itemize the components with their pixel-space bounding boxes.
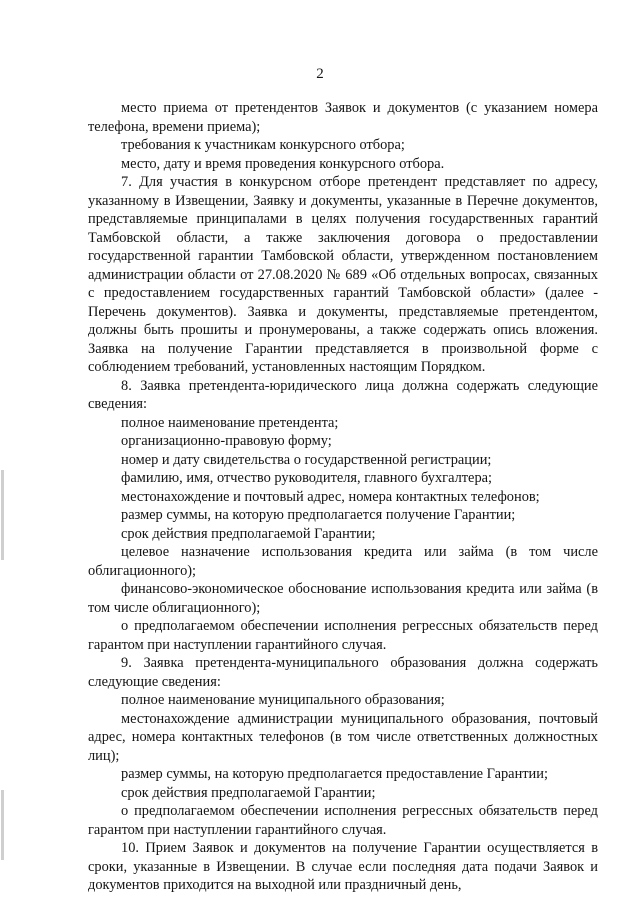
paragraph-requirements: требования к участникам конкурсного отбора; [121,137,405,153]
list-item: срок действия предполагаемой Гарантии; [121,525,376,542]
list-item: о предполагаемом обеспечении исполнения регрессных обязательств перед гарантом при наступлении гарантийного случая. [88,803,598,838]
paragraph-clause-7: 7. Для участия в конкурсном отборе претендент представляет по адресу, указанному в Извещении, Заявку и документы, указанные в Перечне документов, представляемые принципалами в целях получения государственных гарантий Тамбовской области, а также заключения договора о предоставлении государственной гарантии Тамбовской области, утвержденном постановлением администрации области от 27.08.2020 № 689 «Об отдельных вопросах, связанных с предоставлением государственных гарантий Тамбовской области» (далее - Перечень документов). Заявка и документы, представляемые претендентом, должны быть прошиты и пронумерованы, а также содержать опись вложения. Заявка на получение Гарантии представляется в произвольной форме с соблюдением требований, установленных настоящим Порядком. [88,174,598,375]
list-item: местонахождение администрации муниципального образования, почтовый адрес, номера контактных телефонов (в том числе ответственных должностных лиц); [88,710,598,764]
list-item: фамилию, имя, отчество руководителя, главного бухгалтера; [121,470,493,486]
scan-edge-shadow [1,790,4,860]
list-item: размер суммы, на которую предполагается предоставление Гарантии; [121,766,548,782]
paragraph-clause-8: 8. Заявка претендента-юридического лица должна содержать следующие сведения: [88,377,598,412]
list-item: организационно-правовую форму; [121,433,332,449]
list-item: финансово-экономическое обоснование использования кредита или займа (в том числе облигационного); [88,581,598,616]
scan-edge-shadow [1,470,4,560]
paragraph-clause-9: 9. Заявка претендента-муниципального образования должна содержать следующие сведения: [88,655,598,690]
paragraph-selection-place-date: место, дату и время проведения конкурсного отбора. [121,155,445,172]
list-item: полное наименование претендента; [121,414,339,431]
list-item: размер суммы, на которую предполагается получение Гарантии; [121,507,516,523]
list-item: местонахождение и почтовый адрес, номера контактных телефонов; [121,488,540,505]
list-item: срок действия предполагаемой Гарантии; [121,784,376,801]
document-body [88,99,598,895]
paragraph-clause-10: 10. Прием Заявок и документов на получение Гарантии осуществляется в сроки, указанные в Извещении. В случае если последняя дата подачи Заявок и документов приходится на выходной или праздничный день, [88,840,598,893]
list-item: целевое назначение использования кредита или займа (в том числе облигационного); [88,544,598,579]
page-number: 2 [316,66,324,82]
list-item: о предполагаемом обеспечении исполнения регрессных обязательств перед гарантом при наступлении гарантийного случая. [88,618,598,653]
list-item: полное наименование муниципального образования; [121,692,445,708]
paragraph-reception-place: место приема от претендентов Заявок и документов (с указанием номера телефона, времени приема); [88,100,598,135]
list-item: номер и дату свидетельства о государственной регистрации; [121,451,492,468]
